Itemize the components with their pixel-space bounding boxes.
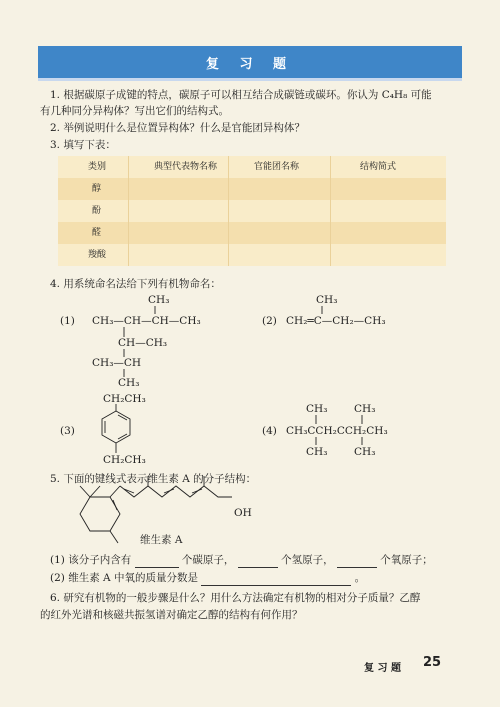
structure-1-main: CH₃—CH—CH—CH₃	[92, 315, 201, 327]
table-header-cell: 官能团名称	[254, 162, 300, 172]
bond-line	[110, 486, 120, 497]
vitamin-a-oh: OH	[234, 507, 252, 519]
benzene-ring	[102, 411, 130, 443]
bond-line	[113, 500, 117, 510]
answer-blank-carbon[interactable]	[135, 555, 179, 568]
vitamin-a-caption: 维生素 A	[140, 534, 183, 546]
vitamin-a-chain	[120, 486, 232, 497]
table-header-cell: 典型代表物名称	[154, 162, 218, 172]
bond-line	[118, 415, 127, 420]
bond-line	[164, 489, 174, 493]
bond-line	[192, 489, 202, 493]
question-4: 4. 用系统命名法给下列有机物命名：	[50, 278, 221, 290]
bond-line	[110, 531, 118, 543]
table-row-label: 羧酸	[88, 250, 107, 260]
bond-line	[90, 486, 100, 497]
table-row-label: 酚	[92, 206, 102, 216]
question-3: 3. 填写下表：	[50, 139, 116, 151]
table-row-label: 醛	[92, 228, 102, 238]
structure-3-top: CH₂CH₃	[103, 393, 146, 405]
table-header-cell: 类别	[88, 162, 107, 172]
footer-section-label: 复 习 题	[364, 663, 401, 674]
question-5: 5. 下面的键线式表示维生素 A 的分子结构：	[50, 473, 257, 485]
q5-sub2-text-b: 。	[354, 572, 366, 584]
answer-blank-oxygen[interactable]	[337, 555, 377, 568]
structure-4-top-2: CH₃	[354, 403, 376, 415]
structure-2-main: CH₂═C—CH₂—CH₃	[286, 315, 386, 327]
table-row-label: 醇	[92, 184, 102, 194]
bond-line	[124, 489, 134, 493]
question-6-line-2: 的红外光谱和核磁共振氢谱对确定乙醇的结构有何作用？	[40, 609, 303, 621]
bond-line	[118, 434, 127, 439]
q5-sub2-text-a: (2) 维生素 A 中氧的质量分数是	[50, 572, 198, 584]
answer-blank-mass-fraction[interactable]	[201, 573, 351, 586]
structure-2-label: (2)	[262, 315, 277, 327]
structure-1-label: (1)	[60, 315, 75, 327]
question-5-sub-1	[50, 553, 433, 568]
question-5-sub-2	[50, 571, 365, 586]
question-1-line-2: 有几种同分异构体？写出它们的结构式。	[40, 105, 229, 117]
bond-line	[80, 486, 90, 497]
structure-4-label: (4)	[262, 425, 277, 437]
section-title: 复 习 题	[205, 57, 295, 72]
question-2: 2. 举例说明什么是位置异构体？什么是官能团异构体？	[50, 122, 305, 134]
page-number: 25	[423, 655, 442, 670]
structure-4-main: CH₃CCH₂CCH₂CH₃	[286, 425, 388, 437]
q5-sub1-text-c: 个氢原子，	[281, 554, 334, 566]
structure-1-bottom: CH₃	[118, 377, 140, 389]
q5-sub1-text-d: 个氧原子；	[380, 554, 433, 566]
structure-2-top: CH₃	[316, 294, 338, 306]
answer-blank-hydrogen[interactable]	[238, 555, 278, 568]
structure-1-row4: CH₃—CH	[92, 357, 142, 369]
structure-3-bottom: CH₂CH₃	[103, 454, 146, 466]
structure-4-bottom-2: CH₃	[354, 446, 376, 458]
table-header-cell: 结构简式	[360, 162, 397, 172]
structure-1-row3: CH—CH₃	[118, 337, 168, 349]
structure-4-top-1: CH₃	[306, 403, 328, 415]
structure-3-label: (3)	[60, 425, 75, 437]
q5-sub1-text-a: (1) 该分子内含有	[50, 554, 132, 566]
question-6-line-1: 6. 研究有机物的一般步骤是什么？用什么方法确定有机物的相对分子质量？乙醇	[50, 592, 421, 604]
q5-sub1-text-b: 个碳原子，	[181, 554, 235, 566]
question-1-line-1: 1. 根据碳原子成键的特点，碳原子可以相互结合成碳链或碳环。你认为 C₄H₈ 可能	[50, 89, 432, 101]
structure-4-bottom-1: CH₃	[306, 446, 328, 458]
structure-1-top: CH₃	[148, 294, 170, 306]
